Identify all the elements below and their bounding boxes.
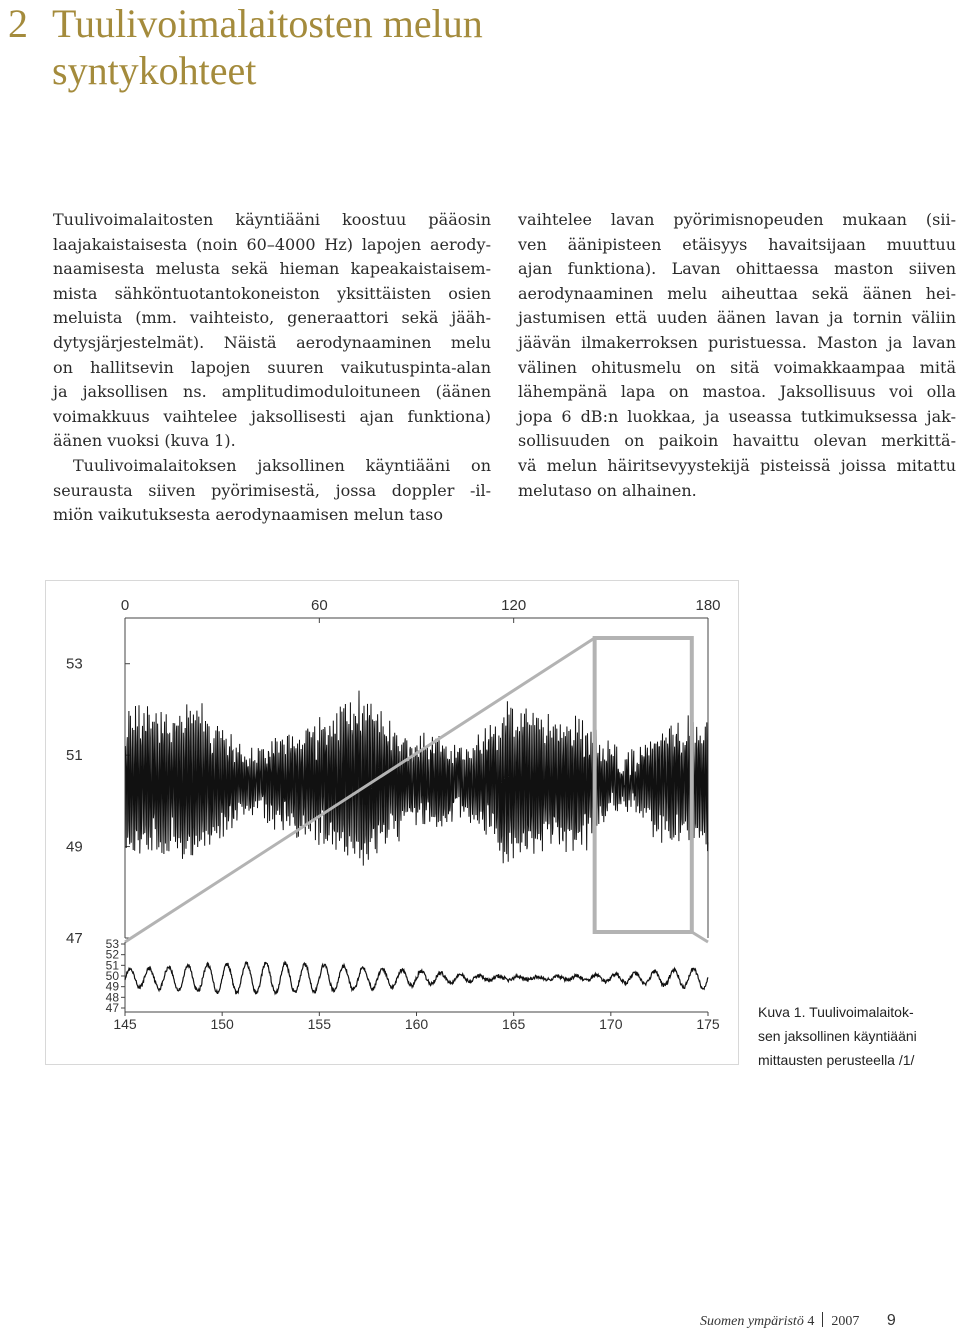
detail-sound-level-line <box>125 962 708 994</box>
issue-year: 2007 <box>831 1314 860 1329</box>
detail-x-tick-label: 150 <box>210 1016 234 1032</box>
right-line: melutaso on alhainen. <box>518 480 697 500</box>
detail-y-tick-label: 51 <box>105 958 119 973</box>
main-x-tick-label: 120 <box>501 597 527 614</box>
publication-name: Suomen ympäristö <box>700 1314 804 1329</box>
footer-divider <box>822 1312 823 1327</box>
left-line: miön vaikutuksesta aerodynaamisen melun taso <box>53 505 443 525</box>
detail-y-tick-label: 50 <box>105 969 119 983</box>
left-line: voimakkuus vaihtelee jaksollisesti ajan funktiona) <box>53 406 491 426</box>
right-line: välinen ohitusmelu on sitä voimakkaampaa mitä <box>518 357 956 377</box>
left-line: seurausta siiven pyörimisestä, jossa doppler -il- <box>53 480 491 500</box>
left-line: Tuulivoimalaitoksen jaksollinen käyntiääni on <box>73 455 491 475</box>
page-number: 9 <box>886 1312 896 1329</box>
main-y-tick-label: 51 <box>66 747 83 765</box>
right-line: sollisuuden on paikoin havaittu olevan merkittä- <box>518 431 956 451</box>
main-y-tick-label: 53 <box>66 655 83 673</box>
right-line: vä melun häiritsevyystekijä pisteissä joissa mitattu <box>518 455 956 475</box>
main-y-tick-label: 47 <box>66 930 83 947</box>
right-line: vaihtelee lavan pyörimisnopeuden mukaan (sii- <box>518 210 956 229</box>
left-line: dytysjärjestelmät). Näistä aerodynaaminen melu <box>53 332 491 352</box>
main-y-tick-label: 49 <box>66 838 83 856</box>
main-plot <box>66 597 721 947</box>
right-line: jastumisen että uuden äänen lavan ja tornin väliin <box>518 308 956 328</box>
right-line: lähempänä lapa on mastoa. Jaksollisuus voi olla <box>518 382 956 402</box>
heading-line-1: Tuulivoimalaitosten melun <box>52 1 483 46</box>
caption-line: Kuva 1. Tuulivoimalaitok- <box>758 1004 914 1020</box>
detail-x-tick-label: 170 <box>599 1016 623 1032</box>
heading-line-2: syntykohteet <box>52 48 257 93</box>
right-line: ajan funktiona). Lavan ohittaessa maston siiven <box>518 259 956 279</box>
page-footer <box>700 1312 958 1330</box>
figure-caption <box>758 1000 960 1072</box>
left-line: Tuulivoimalaitosten käyntiääni koostuu pääosin <box>53 210 491 229</box>
main-sound-level-line <box>125 691 708 866</box>
detail-x-tick-label: 160 <box>404 1016 429 1032</box>
zoom-connector-right <box>692 932 708 942</box>
chapter-number: 2 <box>8 1 28 46</box>
caption-line: sen jaksollinen käyntiääni <box>758 1028 917 1044</box>
right-line: aerodynaaminen melu aiheuttaa sekä äänen hei- <box>518 283 956 303</box>
detail-x-tick-label: 165 <box>501 1016 526 1032</box>
detail-plot <box>106 937 720 1032</box>
right-line: jäävän ilmakerroksen puristuessa. Maston ja lavan <box>518 332 956 352</box>
left-line: naamisesta melusta sekä hieman kapeakaistaisem- <box>53 259 491 279</box>
left-line: mista sähköntuotantokoneiston yksittäisten osien <box>53 283 491 303</box>
detail-y-tick-label: 52 <box>105 947 119 962</box>
right-line: jopa 6 dB:n luokkaa, ja useassa tutkimuksessa jak- <box>518 406 956 426</box>
detail-x-tick-label: 155 <box>307 1016 332 1032</box>
detail-y-tick-label: 49 <box>105 979 119 994</box>
left-line: ja jaksollisen ns. amplitudimoduloituneen (äänen <box>53 382 491 402</box>
detail-x-tick-label: 175 <box>696 1016 720 1032</box>
left-line: laajakaistaisesta (noin 60–4000 Hz) lapojen aerody- <box>53 234 491 254</box>
main-x-tick-label: 180 <box>695 597 721 614</box>
issue-number: 4 <box>807 1314 815 1329</box>
left-line: äänen vuoksi (kuva 1). <box>53 431 236 451</box>
left-line: on hallitsevin lapojen suuren vaikutuspinta-alan <box>53 357 491 377</box>
detail-x-tick-label: 145 <box>113 1016 137 1032</box>
main-x-tick-label: 0 <box>120 597 130 614</box>
right-line: ven äänipisteen etäisyys havaitsijaan muuttuu <box>518 234 956 254</box>
detail-y-tick-label: 47 <box>105 1001 119 1015</box>
caption-line: mittausten perusteella /1/ <box>758 1052 915 1068</box>
detail-y-tick-label: 53 <box>105 937 119 951</box>
detail-y-tick-label: 48 <box>105 990 119 1005</box>
left-line: meluista (mm. vaihteisto, generaattori sekä jääh- <box>53 308 491 328</box>
main-x-tick-label: 60 <box>310 597 328 614</box>
